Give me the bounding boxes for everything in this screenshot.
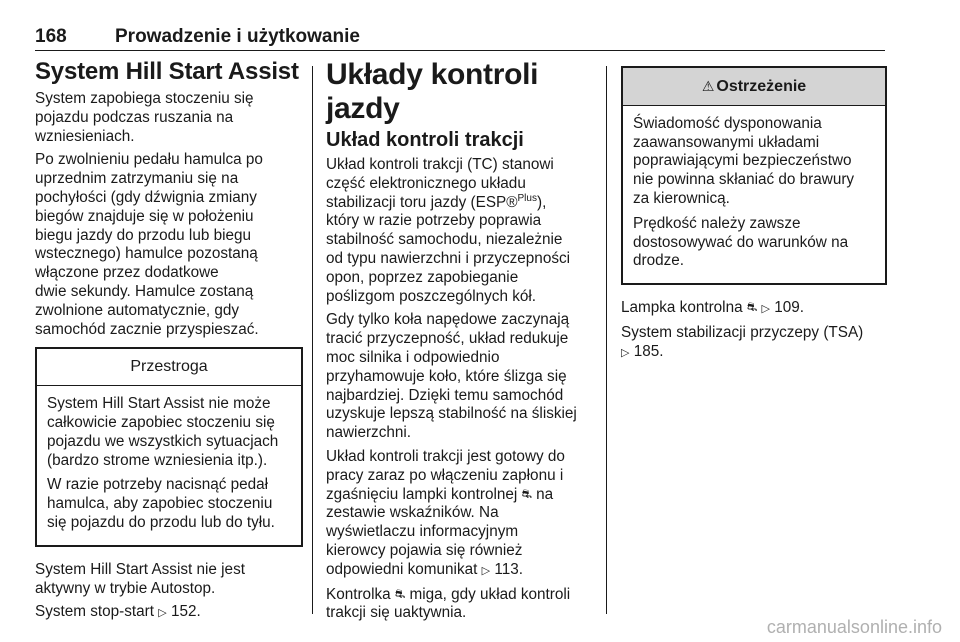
page-reference[interactable]: 185. [633,342,664,360]
subsection-title: Układ kontroli trakcji [326,129,524,151]
traction-control-lamp-icon: ⛐ [394,586,406,601]
caution-box [35,347,303,546]
paragraph: System Hill Start Assist nie jest aktywny w trybie Autostop. [35,560,245,597]
superscript: Plus [517,192,537,204]
traction-control-lamp-icon: ⛐ [746,300,758,315]
paragraph: Gdy tylko koła napędowe zaczynają tracić przyczepność, układ redukuje moc silnika i odpowiednio przyhamowuje koło, które ślizga się najbardziej. Dzięki temu samochód uzyskuje lepszą stabilność na śliskiej nawierzchni. [326,311,577,442]
column-3 [621,58,887,368]
chapter-title: Prowadzenie i użytkowanie [115,26,360,47]
page-number: 168 [35,26,67,47]
warning-title: Ostrzeżenie [716,78,807,95]
paragraph: Układ kontroli trakcji (TC) stanowi część elektronicznego układu stabilizacji toru jazdy (ESP®$^{Plus}$), który w razie potrzeby poprawia stabilność samochodu, niezależnie od typu nawierzchni i przyczepności opon, poprzez zapobieganie poślizgom poszczególnych kół. [326,156,571,305]
page-header [35,22,885,50]
paragraph: System stop-start ▷ 152. [35,603,201,621]
caution-paragraph: System Hill Start Assist nie może całkowicie zapobiec stoczeniu się pojazdu we wszystkich sytuacjach (bardzo strome wzniesienia itp.). [47,395,279,469]
page-reference[interactable]: 113. [494,560,523,578]
paragraph: Po zwolnieniu pedału hamulca po uprzednim zatrzymaniu się na pochyłości (gdy dźwignia zmiany biegów znajduje się w położeniu biegu jazdy do przodu lub biegu wstecznego) hamulce pozostaną włączone przez dodatkowe dwie sekundy. Hamulce zostaną zwolnione automatycznie, gdy samochód zacznie przyspieszać. [35,151,263,338]
page-reference-arrow-icon: ▷ [621,346,630,359]
paragraph: Lampka kontrolna ⛐ ▷ 109. [621,299,804,317]
chapter-section-title: Układy kontroli jazdy [326,58,539,125]
column-divider [312,66,313,614]
warning-header [623,68,885,106]
watermark: carmanualsonline.info [766,617,942,637]
section-title: System Hill Start Assist [35,58,299,85]
caution-paragraph: W razie potrzeby nacisnąć pedał hamulca, aby zapobiec stoczeniu się pojazdu do przodu lub do tyłu. [47,476,275,531]
warning-paragraph: Świadomość dysponowania zaawansowanymi układami poprawiającymi bezpieczeństwo nie powinna skłaniać do brawury za kierownicą. [633,114,855,207]
paragraph: Kontrolka ⛐ miga, gdy układ kontroli trakcji się uaktywnia. [326,585,571,622]
page-reference[interactable]: 109. [774,299,804,317]
page-reference-arrow-icon: ▷ [481,564,491,577]
caution-title: Przestroga [37,349,301,386]
page-reference-arrow-icon: ▷ [761,303,770,316]
paragraph: System zapobiega stoczeniu się pojazdu podczas ruszania na wzniesieniach. [35,90,254,145]
page-reference[interactable]: 152. [170,603,201,621]
page-reference-arrow-icon: ▷ [158,607,167,620]
column-1 [35,58,303,628]
column-2 [326,58,594,628]
traction-control-lamp-icon: ⛐ [521,486,532,501]
warning-box [621,66,887,285]
warning-icon: ⚠ [701,78,715,94]
paragraph: Układ kontroli trakcji jest gotowy do pracy zaraz po włączeniu zapłonu i zgaśnięciu lampki kontrolnej ⛐ na zestawie wskaźników. Na wyświetlaczu informacyjnym kierowcy pojawia się również odpowiedni komunikat ▷ 113. [326,447,565,578]
warning-paragraph: Prędkość należy zawsze dostosowywać do warunków na drodze. [633,214,849,270]
column-divider [606,66,607,614]
header-rule [35,50,885,51]
paragraph: System stabilizacji przyczepy (TSA) ▷ 185. [621,323,864,360]
